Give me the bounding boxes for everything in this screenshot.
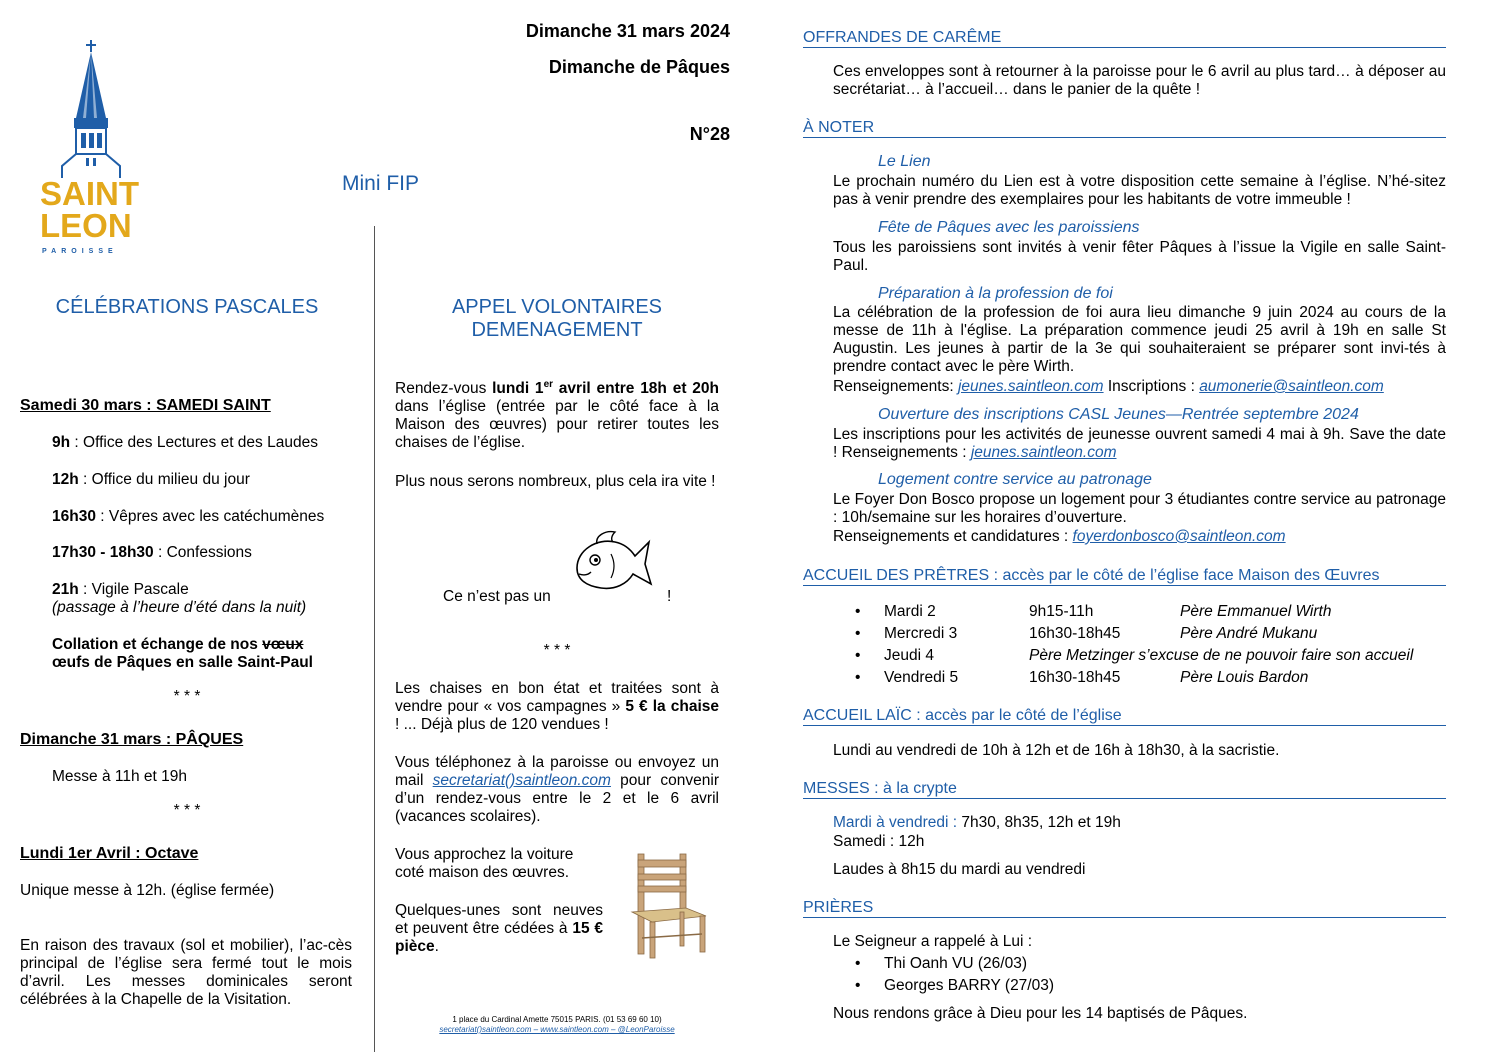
separator-stars: * * * [543,642,571,659]
accueil-pretres-title: ACCUEIL DES PRÊTRES : accès par le côté de l’église face Maison des Œuvres [803,566,1446,586]
schedule-item: 12h : Office du milieu du jour [52,471,250,488]
footer-address: 1 place du Cardinal Amette 75015 PARIS. (01 53 69 60 10) [452,1015,662,1024]
foyer-email-link[interactable]: foyerdonbosco@saintleon.com [1072,528,1286,545]
jeunes-link[interactable]: jeunes.saintleon.com [957,378,1104,395]
logo-leon: LEON [40,207,132,244]
church-steeple-icon [36,38,146,178]
logo-paroisse: PAROISSE [42,248,118,255]
secretariat-email-link[interactable]: secretariat()saintleon.com [432,772,611,789]
header-feast: Dimanche de Pâques [548,57,730,77]
accueil-laic-text: Lundi au vendredi de 10h à 12h et de 16h à 18h30, à la sacristie. [833,742,1280,759]
separator-stars: * * * [173,688,201,705]
noter-title: À NOTER [803,118,1446,138]
logo-saint: SAINT [40,175,139,212]
volunteers-p3: Les chaises en bon état et traitées sont à vendre pour « vos campagnes » 5 € la chaise ! ... Déjà plus de 120 vendues ! [395,680,720,733]
accueil-laic-title: ACCUEIL LAÏC : accès par le côté de l’église [803,706,1446,726]
footer-links[interactable]: secretariat()saintleon.com – www.saintleon.com – @LeonParoisse [439,1025,675,1034]
lien-text: Le prochain numéro du Lien est à votre disposition cette semaine à l’église. N’hé-sitez pas à venir prendre des exemplaires pour les habitants de votre immeuble ! [833,173,1446,208]
volunteers-p5: Vous approchez la voiture coté maison des œuvres. [395,846,574,881]
fete-text: Tous les paroissiens sont invités à venir fêter Pâques à l’issue la Vigile en salle Saint-Paul. [833,239,1446,274]
celebrations-title: CÉLÉBRATIONS PASCALES [55,296,319,318]
works-notice: En raison des travaux (sol et mobilier), l’ac-cès principal de l’église sera fermé tout le mois d’avril. Les messes dominicales seront célébrées à la Chapelle de la Visitation. [20,937,352,1008]
profession-info: Renseignements: jeunes.saintleon.com Inscriptions : aumonerie@saintleon.com [833,378,1384,395]
volunteers-p6: Quelques-unes sont neuves et peuvent être cédées à 15 € pièce. [395,902,603,955]
volunteers-p2: Plus nous serons nombreux, plus cela ira vite ! [395,473,716,490]
mini-fip-title: Mini FIP [342,172,420,195]
sunday-heading: Dimanche 31 mars : PÂQUES [20,731,244,748]
prieres-title: PRIÈRES [803,898,1446,918]
schedule-item: 17h30 - 18h30 : Confessions [52,544,252,561]
prieres-intro: Le Seigneur a rappelé à Lui : [833,933,1033,950]
messes-line1: Mardi à vendredi : 7h30, 8h35, 12h et 19h [833,814,1121,831]
prieres-outro: Nous rendons grâce à Dieu pour les 14 baptisés de Pâques. [833,1005,1248,1022]
profession-text: La célébration de la profession de foi aura lieu dimanche 9 juin 2024 au cours de la messe de 11h à l'église. La préparation commence jeudi 25 avril à 19h en salle St Augustin. Les jeunes à partir de la 3e qui souhaiteraient se préparer sont invi-tés à prendre contact avec le père Wirth. [833,304,1446,375]
schedule-item: 16h30 : Vêpres avec les catéchumènes [52,508,325,525]
header-date: Dimanche 31 mars 2024 [525,21,730,41]
saturday-heading: Samedi 30 mars : SAMEDI SAINT [20,397,271,414]
monday-text: Unique messe à 12h. (église fermée) [20,882,275,899]
offrandes-title: OFFRANDES DE CARÊME [803,28,1446,48]
aumonerie-email-link[interactable]: aumonerie@saintleon.com [1199,378,1384,395]
sunday-text: Messe à 11h et 19h [52,768,187,785]
offrandes-text: Ces enveloppes sont à retourner à la paroisse pour le 6 avril au plus tard… à déposer au secrétariat… à l’accueil… dans le panier de la quête ! [833,63,1446,98]
messes-line2: Samedi : 12h [833,833,925,850]
fish-icon [571,524,655,596]
casl-title: Ouverture des inscriptions CASL Jeunes—Rentrée septembre 2024 [878,406,1359,423]
volunteers-title-1: APPEL VOLONTAIRES [451,296,663,318]
collation-text: Collation et échange de nos vœux [52,636,304,653]
messes-title: MESSES : à la crypte [803,779,1446,799]
monday-heading: Lundi 1er Avril : Octave [20,845,199,862]
vigil-note: (passage à l’heure d’été dans la nuit) [52,599,307,616]
messes-line3: Laudes à 8h15 du mardi au vendredi [833,861,1086,878]
casl-text: Les inscriptions pour les activités de jeunesse ouvrent samedi 4 mai à 9h. Save the date ! Renseignements : jeunes.saintleon.com [833,426,1446,461]
fete-title: Fête de Pâques avec les paroissiens [878,219,1140,236]
collation-text-2: œufs de Pâques en salle Saint-Paul [52,654,313,671]
header-number: N°28 [689,124,730,144]
parish-logo [36,38,146,258]
logement-info: Renseignements et candidatures : foyerdonbosco@saintleon.com [833,528,1286,545]
volunteers-title-2: DEMENAGEMENT [471,319,643,341]
logement-title: Logement contre service au patronage [878,471,1152,488]
jeunes-link[interactable]: jeunes.saintleon.com [970,444,1117,461]
lien-title: Le Lien [878,153,931,170]
column-divider [374,226,375,1052]
schedule-item: 21h : Vigile Pascale [52,581,189,598]
fish-caption: Ce n’est pas un [443,588,551,605]
volunteers-p1: Rendez-vous lundi 1er avril entre 18h et 20h dans l’église (entrée par le côté face à la Maison des œuvres) pour retirer toutes les chaises de l’église. [395,378,719,451]
schedule-item: 9h : Office des Lectures et des Laudes [52,434,318,451]
profession-title: Préparation à la profession de foi [878,285,1113,302]
volunteers-p4: Vous téléphonez à la paroisse ou envoyez un mail secretariat()saintleon.com pour convenir d’un rendez-vous entre le 2 et le 6 avril (vacances scolaires). [395,754,719,825]
logement-text: Le Foyer Don Bosco propose un logement pour 3 étudiantes contre service au patronage : 10h/semaine sur les horaires d’ouverture. [833,491,1446,526]
separator-stars: * * * [173,802,201,819]
chair-icon [622,850,712,960]
fish-caption-end: ! [667,588,672,605]
